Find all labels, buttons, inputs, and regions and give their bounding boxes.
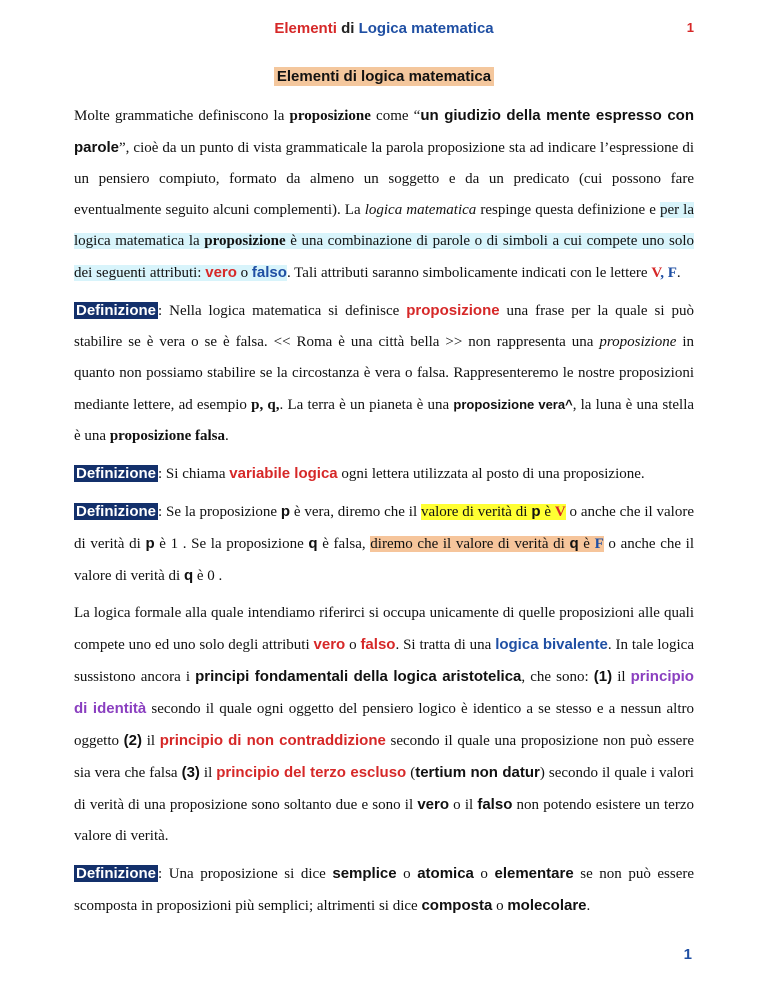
text-run: se non può essere scomposta in proposizioni più semplici; altrimenti si dice [74, 866, 695, 914]
document-body [74, 100, 694, 922]
text-run: semplice [332, 865, 397, 882]
text-run: o [473, 866, 495, 882]
text-run: il [612, 669, 631, 685]
text-run: proposizione [406, 302, 500, 319]
text-run: . Tali attributi saranno simbolicamente indicati con le lettere [286, 265, 652, 281]
text-run: ogni lettera utilizzata al posto di una proposizione. [337, 466, 645, 482]
text-run: principi fondamentali della logica aristotelica [195, 668, 522, 685]
header-page-number: 1 [686, 20, 694, 35]
text-run: è [578, 536, 595, 552]
text-run: (1) [593, 668, 613, 685]
text-run: ( [406, 765, 416, 781]
text-run: p [531, 503, 541, 520]
paragraph-intro [74, 100, 694, 289]
text-run: q [308, 535, 318, 552]
text-run: tertium non datur [415, 764, 540, 781]
text-run: per la logica matematica la [74, 202, 694, 249]
text-run: il [199, 765, 217, 781]
text-run: è [540, 504, 555, 520]
definition-semplice-composta [74, 858, 694, 922]
text-run: proposizione [289, 108, 371, 124]
text-run: variabile logica [229, 465, 338, 482]
text-run: . [586, 898, 591, 914]
text-run: , che sono: [521, 669, 594, 685]
text-run: . [676, 265, 681, 281]
text-run: molecolare [507, 897, 587, 914]
text-run: La logica formale alla quale intendiamo riferirci si occupa unicamente di quelle proposizioni alle quali compete uno ed uno solo degli attributi [74, 605, 694, 653]
text-run: proposizione vera^ [453, 397, 573, 412]
definition-label: Definizione [76, 465, 157, 482]
text-run: in quanto non possiamo stabilire se la circostanza è vera o falsa. Rappresenteremo le nostre proposizioni mediante lettere, ad esempio [74, 334, 694, 413]
text-run: o [236, 265, 252, 281]
text-run: principio di non contraddizione [159, 732, 386, 749]
text-run: proposizione [204, 233, 286, 249]
text-run: : Si chiama [158, 466, 230, 482]
text-run: valore di verità di [420, 504, 532, 520]
text-run: non potendo esistere un terzo valore di verità. [74, 797, 694, 844]
text-run: ”, cioè da un punto di vista grammaticale la parola proposizione sta ad indicare l’espressione di un pensiero compiuto, formato da almeno un soggetto e da un predicato (cui possono fare eventualmente seguito alcuni complementi). La [74, 140, 694, 218]
text-run: falso [360, 636, 396, 653]
text-run: falso [477, 796, 513, 813]
text-run: Molte grammatiche definiscono la [74, 108, 290, 124]
definition-proposizione [74, 295, 694, 452]
text-run: o [345, 637, 361, 653]
text-run: : Una proposizione si dice [158, 866, 333, 882]
text-run: è vera, diremo che il [290, 504, 421, 520]
text-run: una frase per la quale si può stabilire se è vera o se è falsa. << Roma è una città bella >> non rappresenta una [74, 303, 694, 350]
text-run: : Se la proposizione [158, 504, 281, 520]
text-run: secondo il quale una proposizione non può essere sia vera che falsa [74, 733, 694, 781]
text-run: logica matematica [364, 202, 477, 218]
text-run: p [145, 535, 155, 552]
text-run: o il [449, 797, 478, 813]
definition-label: Definizione [76, 865, 157, 882]
text-run: elementare [494, 865, 574, 882]
text-run: proposizione [599, 334, 677, 350]
text-run: respinge questa definizione e [476, 202, 660, 218]
text-run: Elementi di logica matematica [274, 67, 494, 86]
text-run: F [667, 265, 677, 281]
definition-label: Definizione [76, 503, 157, 520]
text-run: p, q, [251, 397, 280, 413]
text-run: è 0 . [193, 568, 223, 584]
text-run: , la luna è una stella è una [74, 397, 695, 444]
text-run: proposizione falsa [109, 428, 225, 444]
text-run: , [660, 265, 668, 281]
definition-label: Definizione [76, 302, 157, 319]
text-run: q [569, 535, 579, 552]
text-run: un giudizio della mente espresso con parole [74, 107, 694, 156]
text-run: o anche che il valore di verità di [74, 536, 694, 584]
text-run: o [492, 898, 508, 914]
text-run: (3) [181, 764, 200, 781]
text-run: principio di identità [74, 668, 694, 717]
text-run: . [224, 428, 229, 444]
text-run: il [142, 733, 160, 749]
text-run: composta [421, 897, 493, 914]
text-run: (2) [123, 732, 143, 749]
text-run: è falsa, [317, 536, 371, 552]
text-run: ) secondo il quale i valori di verità di una proposizione sono soltanto due e sono il [74, 765, 694, 813]
page-title [0, 68, 768, 86]
text-run: secondo il quale ogni oggetto del pensiero logico è identico a se stesso e a nessun altro oggetto [74, 701, 694, 749]
text-run: Elementi [274, 20, 337, 37]
text-run: atomica [417, 865, 474, 882]
text-run: q [183, 567, 194, 584]
text-run: è 1 . Se la proposizione [154, 536, 309, 552]
text-run: p [280, 503, 291, 520]
definition-variabile-logica [74, 458, 694, 490]
running-header [0, 20, 768, 37]
text-run: o anche che il valore di verità di [74, 504, 694, 552]
text-run: o [396, 866, 418, 882]
text-run: V [651, 265, 661, 281]
text-run: F [594, 536, 604, 552]
paragraph-principi [74, 598, 694, 852]
text-run: . In tale logica sussistono ancora i [74, 637, 694, 685]
text-run: falso [251, 264, 287, 281]
text-run: principio del terzo escluso [216, 764, 407, 781]
text-run: logica bivalente [495, 636, 608, 653]
footer-page-number: 1 [683, 946, 692, 963]
text-run: V [554, 504, 566, 520]
text-run: : Nella logica matematica si definisce [158, 303, 407, 319]
text-run: . Si tratta di una [395, 637, 496, 653]
definition-valore-verita [74, 496, 694, 592]
text-run: è una combinazione di parole o di simboli a cui compete uno solo dei seguenti attributi: [74, 233, 694, 281]
text-run: di [341, 20, 355, 37]
text-run: vero [205, 264, 237, 281]
text-run: vero [417, 796, 449, 813]
text-run: . La terra è un pianeta è una [279, 397, 454, 413]
text-run: come “ [370, 108, 421, 124]
text-run: diremo che il valore di verità di [370, 536, 570, 552]
text-run: vero [313, 636, 346, 653]
text-run: Logica matematica [358, 20, 494, 37]
